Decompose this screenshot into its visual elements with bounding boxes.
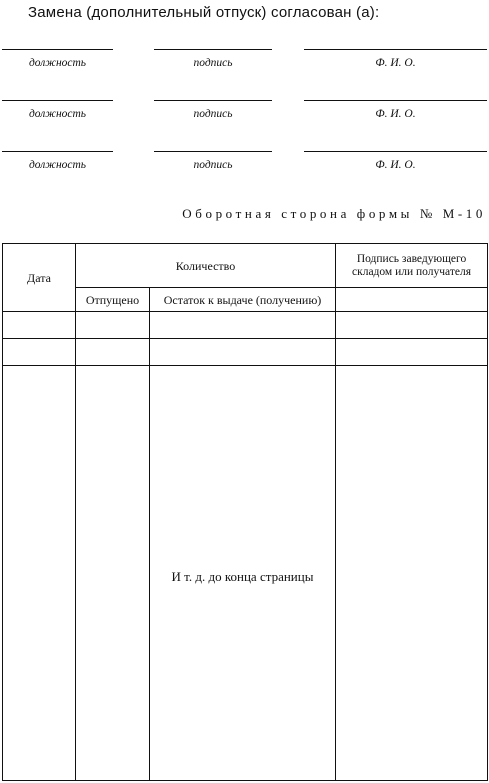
header-signature-blank xyxy=(336,288,488,312)
released-cell[interactable] xyxy=(76,312,150,339)
table-row xyxy=(3,339,488,366)
header-date: Дата xyxy=(3,244,76,312)
table-row xyxy=(3,312,488,339)
released-cell[interactable] xyxy=(76,339,150,366)
signature-cell[interactable] xyxy=(336,339,488,366)
signature-caption: подпись xyxy=(193,108,233,120)
full-name-caption: Ф. И. О. xyxy=(375,159,416,171)
signature-cell[interactable] xyxy=(336,312,488,339)
form-side-title: Оборотная сторона формы № М-10 xyxy=(182,206,486,221)
full-name-caption: Ф. И. О. xyxy=(375,57,416,69)
signature-field[interactable] xyxy=(154,49,272,79)
remaining-cell[interactable] xyxy=(150,366,336,781)
table-row xyxy=(3,366,488,781)
signature-caption: подпись xyxy=(193,57,233,69)
signature-row-3 xyxy=(0,151,489,181)
released-cell[interactable] xyxy=(76,366,150,781)
issue-ledger-table xyxy=(2,243,488,781)
position-field[interactable] xyxy=(2,100,113,130)
position-field[interactable] xyxy=(2,49,113,79)
signature-caption: подпись xyxy=(193,159,233,171)
remaining-cell[interactable] xyxy=(150,312,336,339)
signature-field[interactable] xyxy=(154,151,272,181)
approval-heading: Замена (дополнительный отпуск) согласован (а): xyxy=(28,4,380,21)
header-signature: Подпись заведующего складом или получателя xyxy=(336,244,488,288)
date-cell[interactable] xyxy=(3,339,76,366)
signature-row-1 xyxy=(0,49,489,79)
position-caption: должность xyxy=(28,108,87,120)
position-field[interactable] xyxy=(2,151,113,181)
full-name-field[interactable] xyxy=(304,100,487,130)
position-caption: должность xyxy=(28,159,87,171)
continuation-note: И т. д. до конца страницы xyxy=(171,569,314,584)
date-cell[interactable] xyxy=(3,312,76,339)
full-name-field[interactable] xyxy=(304,49,487,79)
position-caption: должность xyxy=(28,57,87,69)
date-cell[interactable] xyxy=(3,366,76,781)
header-remaining: Остаток к выдаче (получению) xyxy=(150,288,336,312)
signature-row-2 xyxy=(0,100,489,130)
header-released: Отпущено xyxy=(76,288,150,312)
signature-field[interactable] xyxy=(154,100,272,130)
header-quantity: Количество xyxy=(76,244,336,288)
signature-cell[interactable] xyxy=(336,366,488,781)
full-name-caption: Ф. И. О. xyxy=(375,108,416,120)
remaining-cell[interactable] xyxy=(150,339,336,366)
full-name-field[interactable] xyxy=(304,151,487,181)
